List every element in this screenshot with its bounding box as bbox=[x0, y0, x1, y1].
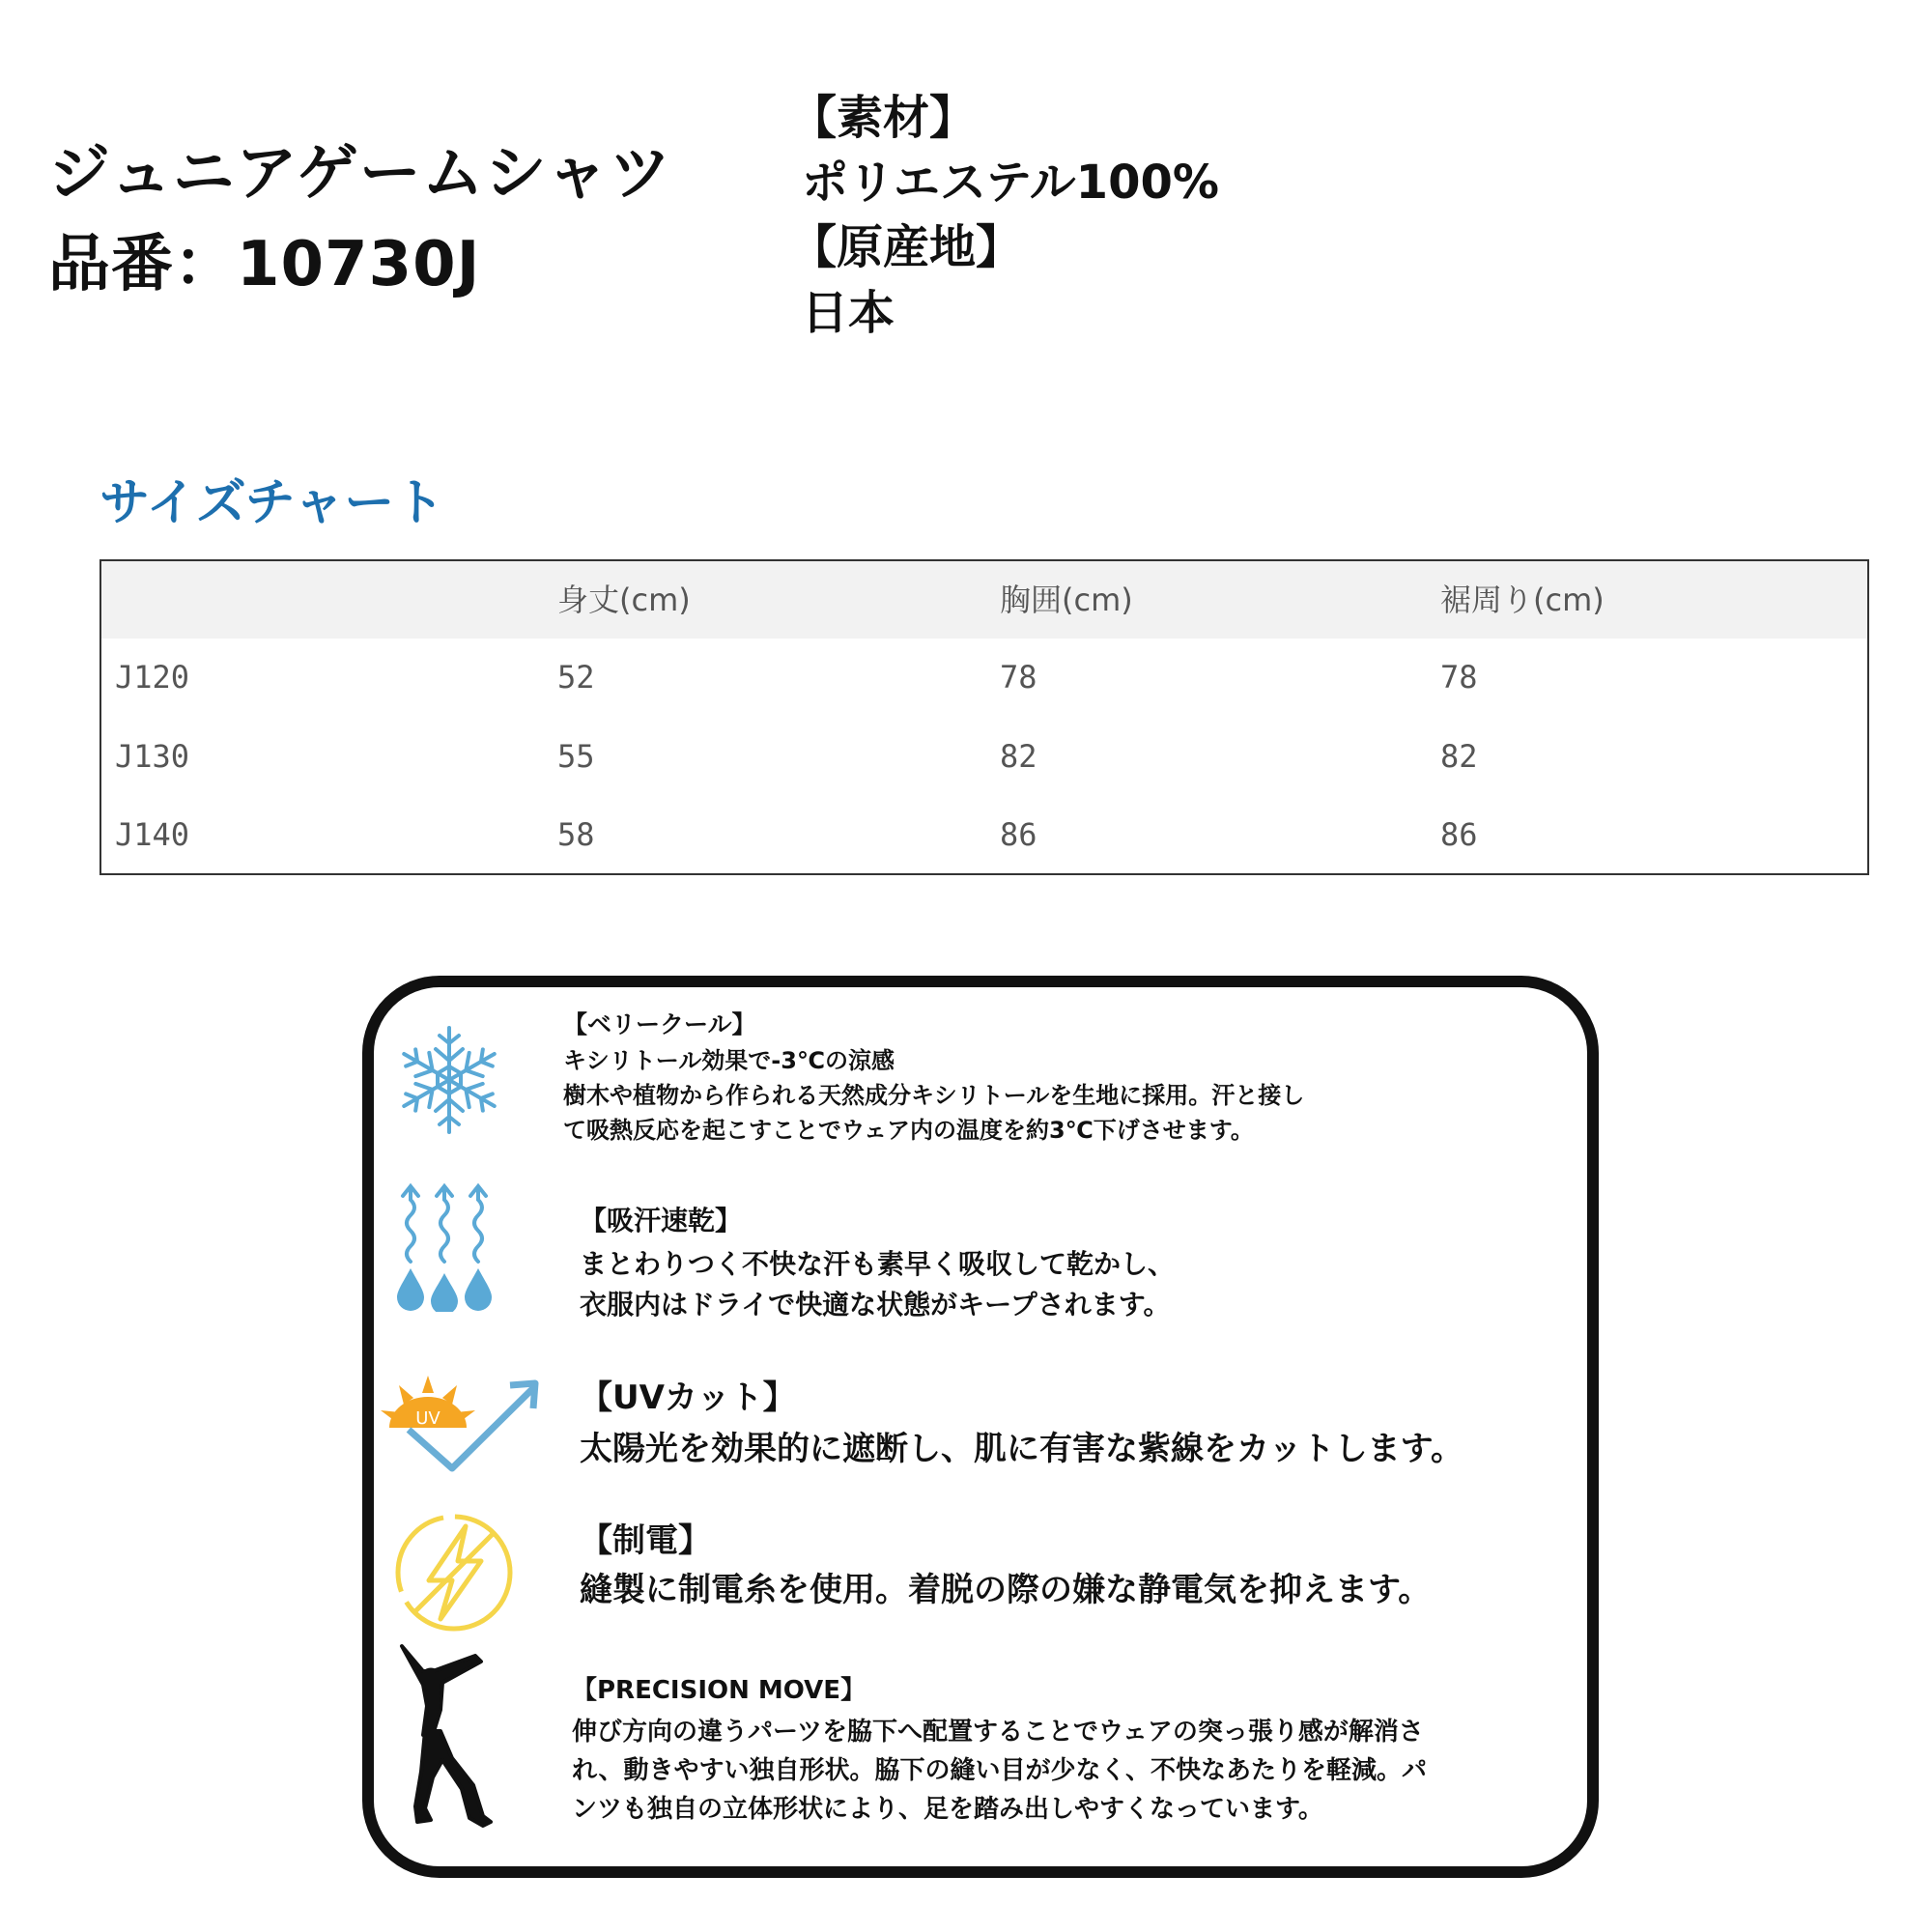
table-cell: 82 bbox=[1000, 738, 1037, 775]
snowflake-icon bbox=[391, 1022, 507, 1138]
table-cell: 78 bbox=[1000, 659, 1037, 696]
feature-desc-line: 樹木や植物から作られる天然成分キシリトールを生地に採用。汗と接し bbox=[563, 1082, 1305, 1109]
uv-cut-icon bbox=[375, 1372, 544, 1478]
table-cell: 86 bbox=[1000, 816, 1037, 853]
feature-desc-line: 縫製に制電糸を使用。着脱の際の嫌な静電気を抑えます。 bbox=[580, 1571, 1432, 1609]
table-cell: 86 bbox=[1440, 816, 1478, 853]
feature-title-very-cool: 【ベリークール】 bbox=[563, 1010, 756, 1038]
feature-title-precision-move: 【PRECISION MOVE】 bbox=[572, 1676, 867, 1705]
table-cell: 58 bbox=[557, 816, 595, 853]
table-header-cell: 裾周り(cm) bbox=[1440, 582, 1605, 618]
feature-desc-very-cool bbox=[563, 1043, 1304, 1148]
anti-static-icon bbox=[386, 1505, 522, 1640]
stretching-person-icon bbox=[394, 1642, 520, 1831]
table-row bbox=[101, 639, 1867, 716]
feature-desc-sweat-dry bbox=[580, 1244, 1175, 1325]
feature-desc-line: 太陽光を効果的に遮断し、肌に有害な紫線をカットします。 bbox=[580, 1430, 1463, 1468]
table-row bbox=[101, 718, 1867, 795]
material-value: ポリエステル100% bbox=[802, 156, 1219, 210]
feature-desc-line: 伸び方向の違うパーツを脇下へ配置することでウェアの突っ張り感が解消さ bbox=[572, 1718, 1424, 1747]
origin-value: 日本 bbox=[802, 286, 895, 340]
feature-desc-precision-move bbox=[572, 1713, 1427, 1829]
table-header-row bbox=[101, 561, 1867, 639]
feature-desc-line: て吸熱反応を起こすことでウェア内の温度を約3℃下げさせます。 bbox=[563, 1117, 1254, 1144]
size-chart-title: サイズチャート bbox=[99, 474, 445, 532]
uv-label: UV bbox=[415, 1408, 440, 1429]
feature-desc-anti-static bbox=[580, 1569, 1431, 1611]
sweat-drops-icon bbox=[391, 1177, 497, 1312]
feature-title-anti-static: 【制電】 bbox=[580, 1521, 711, 1560]
feature-desc-uv-cut bbox=[580, 1428, 1463, 1470]
table-row bbox=[101, 796, 1867, 873]
feature-desc-line: ンツも独自の立体形状により、足を踏み出しやすくなっています。 bbox=[572, 1795, 1323, 1824]
table-cell: 55 bbox=[557, 738, 595, 775]
table-cell: J120 bbox=[115, 659, 190, 696]
material-label: 【素材】 bbox=[790, 91, 977, 145]
feature-desc-line: キシリトール効果で-3℃の涼感 bbox=[563, 1047, 895, 1074]
table-cell: 78 bbox=[1440, 659, 1478, 696]
feature-title-uv-cut: 【UVカット】 bbox=[580, 1378, 796, 1417]
table-cell: J140 bbox=[115, 816, 190, 853]
feature-title-sweat-dry: 【吸汗速乾】 bbox=[580, 1205, 743, 1236]
table-cell: J130 bbox=[115, 738, 190, 775]
origin-label: 【原産地】 bbox=[790, 220, 1023, 274]
feature-desc-line: 衣服内はドライで快適な状態がキープされます。 bbox=[580, 1289, 1171, 1321]
feature-desc-line: まとわりつく不快な汗も素早く吸収して乾かし、 bbox=[580, 1248, 1176, 1280]
table-header-cell: 身丈(cm) bbox=[557, 582, 691, 618]
feature-desc-line: れ、動きやすい独自形状。脇下の縫い目が少なく、不快なあたりを軽減。パ bbox=[572, 1756, 1428, 1785]
size-chart-table bbox=[99, 559, 1869, 875]
table-cell: 52 bbox=[557, 659, 595, 696]
product-name: ジュニアゲームシャツ bbox=[48, 138, 672, 210]
table-header-cell: 胸囲(cm) bbox=[1000, 582, 1133, 618]
table-cell: 82 bbox=[1440, 738, 1478, 775]
product-number: 品番：10730J bbox=[48, 229, 481, 300]
